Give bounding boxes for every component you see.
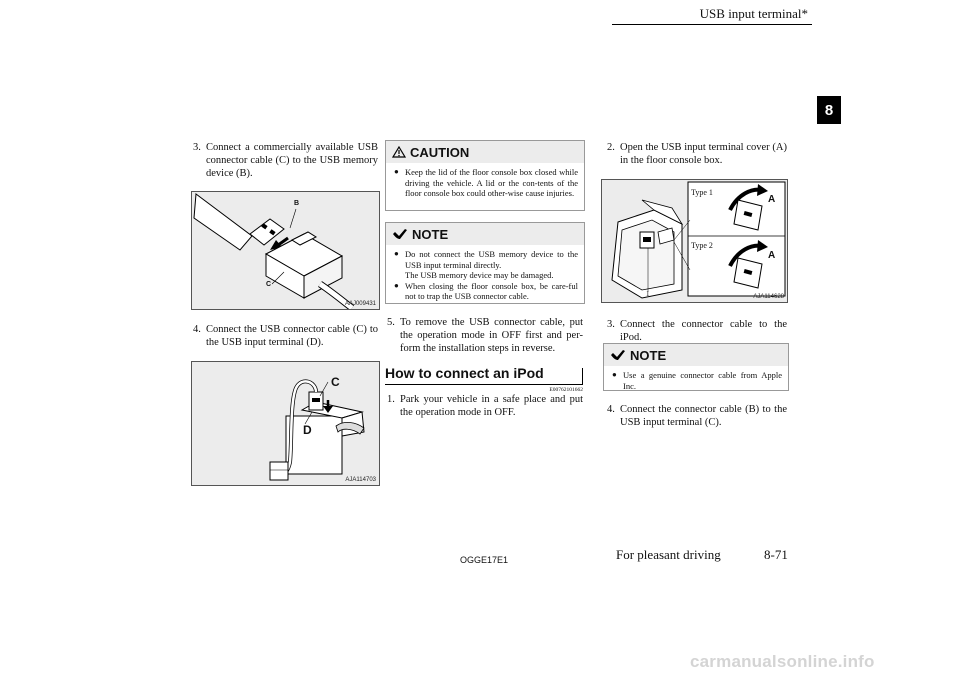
step-5: [387, 316, 583, 355]
figure-code: AJA114703: [345, 477, 376, 483]
step-text: Park your vehicle in a safe place and put the operation mode in OFF.: [400, 394, 583, 418]
page-number: 8-71: [764, 547, 788, 562]
caution-header: [386, 141, 584, 163]
usb-memory-figure: [191, 191, 380, 310]
step-number: 3.: [607, 319, 615, 330]
type-1-label: Type 1: [691, 188, 713, 197]
section-code: E00762101662: [549, 387, 583, 393]
label-1: 1: [646, 290, 650, 298]
note-header: [386, 223, 584, 245]
console-cover-figure: [601, 179, 788, 303]
caution-box: [385, 140, 585, 211]
note-box-2: [603, 343, 789, 391]
step-1: [387, 393, 583, 419]
step-number: 3.: [193, 142, 201, 153]
label-d: D: [303, 423, 312, 437]
usb-terminal-figure: [191, 361, 380, 486]
label-c: C: [331, 375, 340, 389]
section-rule-end: [582, 368, 583, 385]
label-b: B: [294, 200, 300, 207]
document-code: OGGE17E1: [460, 555, 509, 565]
usb-memory-illustration: [192, 192, 379, 309]
chapter-tab: 8: [817, 96, 841, 124]
type-2-label: Type 2: [691, 241, 713, 250]
step-text: Connect the USB connector cable (C) to the USB input terminal (D).: [206, 324, 378, 348]
usb-terminal-illustration: [192, 362, 379, 485]
note-pen-icon: [610, 349, 626, 361]
step-number: 4.: [193, 324, 201, 335]
step-3-right: [607, 318, 787, 344]
note-pen-icon: [392, 228, 408, 240]
caution-item: ● Keep the lid of the floor console box closed while driving the vehicle. A lid or the con-tents of the floor console box could other-wise cause injuries.: [394, 167, 578, 198]
step-number: 5.: [387, 317, 395, 328]
note-item: ● Do not connect the USB memory device to the USB input terminal directly. The USB memory device may be damaged.: [394, 249, 578, 280]
bullet-icon: ●: [394, 280, 399, 290]
watermark: carmanualsonline.info: [690, 652, 875, 671]
caution-title: CAUTION: [410, 144, 470, 160]
step-number: 1.: [387, 394, 395, 405]
note-item: ● When closing the floor console box, be care-ful not to trap the USB connector cable.: [394, 280, 578, 301]
header-rule: [612, 24, 812, 25]
step-number: 2.: [607, 142, 615, 153]
step-text: Connect a commercially available USB connector cable (C) to the USB memory device (B).: [206, 142, 378, 179]
step-number: 4.: [607, 404, 615, 415]
section-rule: [385, 384, 583, 385]
label-a-type1: A: [768, 194, 776, 205]
figure-code: AAJ009431: [344, 301, 376, 307]
warning-triangle-icon: [392, 146, 406, 158]
note-title: NOTE: [412, 226, 449, 242]
bullet-icon: ●: [612, 370, 617, 379]
step-2: [607, 141, 787, 167]
figure-code: AJA114628: [753, 294, 784, 300]
note-item: ● Use a genuine connector cable from Apple Inc.: [612, 370, 782, 391]
step-text: Connect the connector cable (B) to the USB input terminal (C).: [620, 404, 787, 428]
step-4-left: [193, 323, 378, 349]
step-text: To remove the USB connector cable, put the operation mode in OFF first and per-form the installation steps in reverse.: [400, 317, 583, 354]
label-a-type2: A: [768, 250, 776, 261]
note-box-1: [385, 222, 585, 304]
note-title: NOTE: [630, 347, 667, 363]
running-header: USB input terminal*: [699, 6, 808, 21]
step-3-left: [193, 141, 378, 180]
section-heading: How to connect an iPod: [385, 365, 544, 381]
step-text: Open the USB input terminal cover (A) in the floor console box.: [620, 142, 787, 166]
note-header: [604, 344, 788, 366]
footer-section: For pleasant driving: [616, 547, 721, 562]
bullet-icon: ●: [394, 167, 399, 176]
label-c: C: [266, 281, 272, 288]
bullet-icon: ●: [394, 249, 399, 258]
step-4-right: [607, 403, 787, 429]
step-text: Connect the connector cable to the iPod.: [620, 319, 787, 343]
